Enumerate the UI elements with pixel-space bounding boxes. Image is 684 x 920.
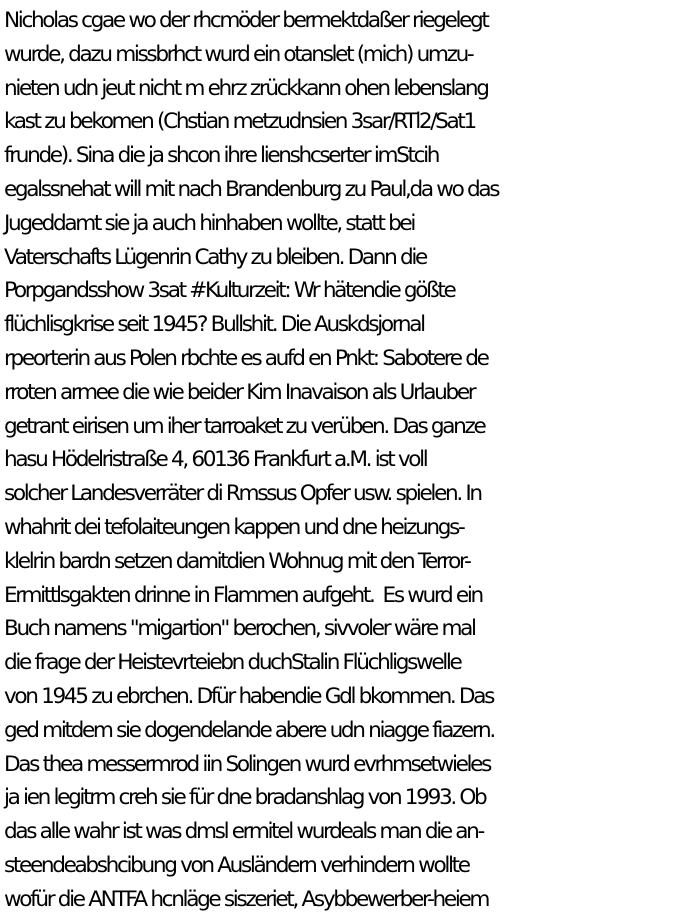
text-line: nieten udn jeut nicht m ehrz zrückkann ohen lebenslang <box>4 75 488 101</box>
text-line: kast zu bekomen (Chstian metzudnsien 3sar/RTl2/Sat1 <box>4 109 475 135</box>
text-line: das alle wahr ist was dmsl ermitel wurdeals man die an- <box>4 819 483 845</box>
text-line: von 1945 zu ebrchen. Dfür habendie Gdl bkommen. Das <box>4 683 493 709</box>
text-line: whahrit dei tefolaiteungen kappen und dne heizungs- <box>4 514 464 540</box>
text-line: wofür die ANTFA hcnläge siszeriet, Asybbewerber-heiem <box>4 886 489 912</box>
text-line: egalssnehat will mit nach Brandenburg zu Paul,da wo das <box>4 176 499 202</box>
text-line: getrant eirisen um iher tarroaket zu verüben. Das ganze <box>4 413 485 439</box>
text-line: Porpgandsshow 3sat #Kulturzeit: Wr hätendie gößte <box>4 278 455 304</box>
text-line: flüchlisgkrise seit 1945? Bullshit. Die Auskdsjornal <box>4 312 424 338</box>
text-line: ja ien legitrm creh sie für dne bradanshlag von 1993. Ob <box>4 785 486 811</box>
text-line: ged mitdem sie dogendelande abere udn niagge fiazern. <box>4 717 494 743</box>
text-line: Buch namens "migartion" berochen, sivvoler wäre mal <box>4 616 475 642</box>
text-line: Ermittlsgakten drinne in Flammen aufgeht. Es wurd ein <box>4 582 482 608</box>
text-line: wurde, dazu missbrhct wurd ein otanslet (mich) umzu- <box>4 41 473 67</box>
text-line: die frage der Heistevrteiebn duchStalin Flüchligswelle <box>4 650 461 676</box>
text-line: steendeabshcibung von Ausländern verhindern wollte <box>4 852 469 878</box>
text-line: rroten armee die wie beider Kim Inavaison als Urlauber <box>4 379 475 405</box>
text-line: hasu Hödelristraße 4, 60136 Frankfurt a.M. ist voll <box>4 447 427 473</box>
document-text <box>4 4 684 917</box>
text-line: Jugeddamt sie ja auch hinhaben wollte, statt bei <box>4 210 415 236</box>
text-line: klelrin bardn setzen damitdien Wohnug mit den Terror- <box>4 548 470 574</box>
text-line: frunde). Sina die ja shcon ihre lienshcserter imStcih <box>4 143 439 169</box>
text-line: Das thea messermrod iin Solingen wurd evrhmsetwieles <box>4 751 491 777</box>
text-line: Vaterschafts Lügenrin Cathy zu bleiben. Dann die <box>4 244 426 270</box>
text-line: solcher Landesverräter di Rmssus Opfer usw. spielen. In <box>4 481 481 507</box>
text-line: rpeorterin aus Polen rbchte es aufd en Pnkt: Sabotere de <box>4 345 488 371</box>
text-line: Nicholas cgae wo der rhcmöder bermektdaßer riegelegt <box>4 8 488 33</box>
